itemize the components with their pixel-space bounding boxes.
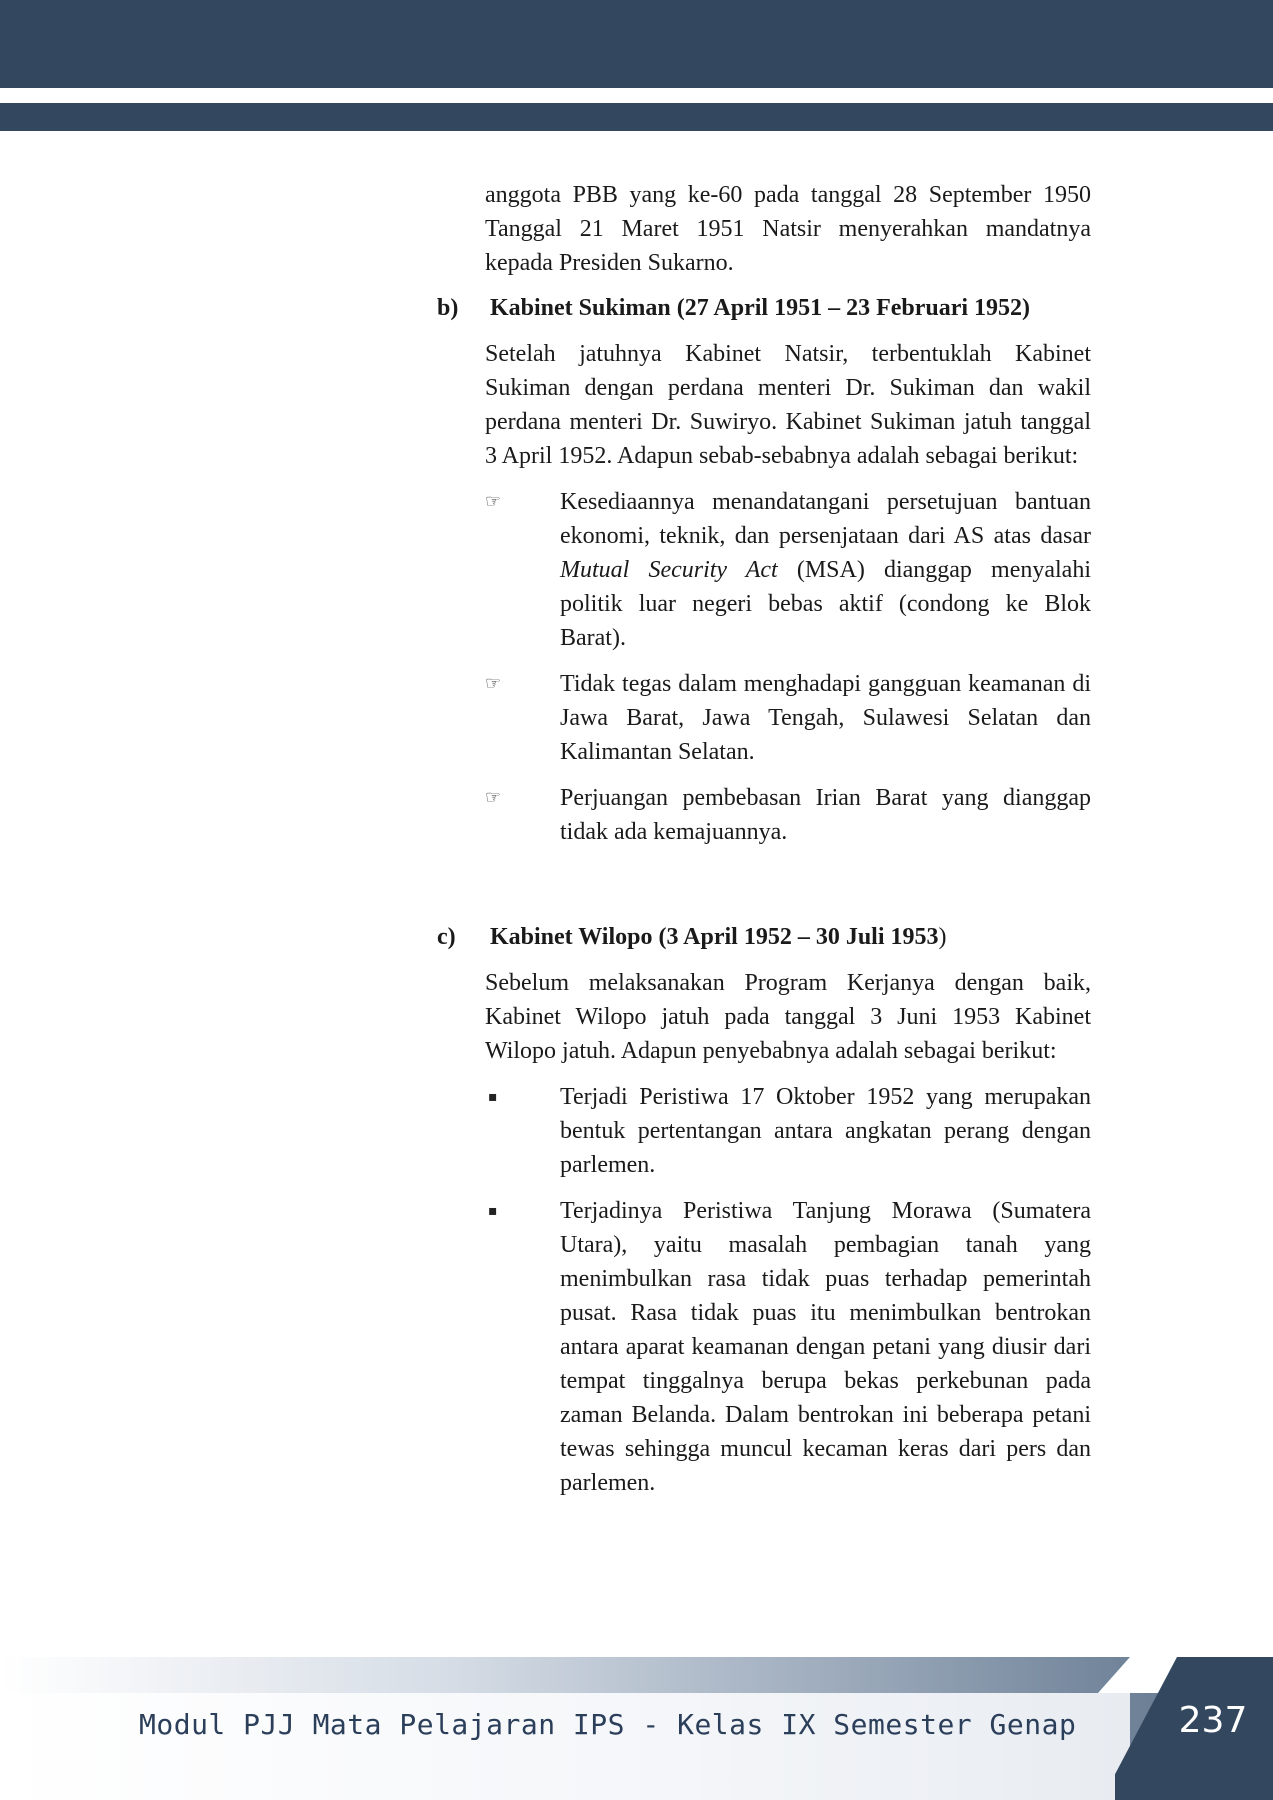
italic-term: Mutual Security Act: [560, 557, 778, 583]
section-c-letter: c): [437, 924, 456, 950]
list-item-text: Perjuangan pembebasan Irian Barat yang dianggap tidak ada kemajuannya.: [560, 785, 1091, 845]
section-c-list: [485, 1080, 1091, 1500]
intro-paragraph: anggota PBB yang ke-60 pada tanggal 28 September 1950 Tanggal 21 Maret 1951 Natsir menyerahkan mandatnya kepada Presiden Sukarno.: [485, 182, 1091, 276]
list-item: [485, 781, 1091, 849]
list-item-text: Tidak tegas dalam menghadapi gangguan keamanan di Jawa Barat, Jawa Tengah, Sulawesi Selatan dan Kalimantan Selatan.: [560, 671, 1091, 765]
pointing-hand-icon: ☞: [485, 673, 502, 694]
section-c-paragraph: Sebelum melaksanakan Program Kerjanya dengan baik, Kabinet Wilopo jatuh pada tanggal 3 Juni 1953 Kabinet Wilopo jatuh. Adapun penyebabnya adalah sebagai berikut:: [485, 970, 1091, 1064]
pointing-hand-icon: ☞: [485, 787, 502, 808]
header-stripe: [0, 103, 1273, 131]
list-item: [485, 1194, 1091, 1500]
list-item: [485, 485, 1091, 655]
list-item: [485, 1080, 1091, 1182]
section-b-list: [485, 485, 1091, 849]
list-item-text: Terjadinya Peristiwa Tanjung Morawa (Sumatera Utara), yaitu masalah pembagian tanah yang menimbulkan rasa tidak puas terhadap pemerintah pusat. Rasa tidak puas itu menimbulkan bentrokan antara aparat keamanan dengan petani yang diusir dari tempat tinggalnya berupa bekas perkebunan pada zaman Belanda. Dalam bentrokan ini beberapa petani tewas sehingga muncul kecaman keras dari pers dan parlemen.: [560, 1198, 1091, 1496]
list-item: [485, 667, 1091, 769]
section-c-heading: [437, 920, 1091, 954]
list-item-text: Terjadi Peristiwa 17 Oktober 1952 yang merupakan bentuk pertentangan antara angkatan perang dengan parlemen.: [560, 1084, 1091, 1178]
section-c-title: Kabinet Wilopo (3 April 1952 – 30 Juli 1953): [490, 924, 947, 950]
section-b-title: Kabinet Sukiman (27 April 1951 – 23 Februari 1952): [490, 295, 1031, 321]
page-content: [437, 178, 1091, 1512]
square-bullet-icon: ▪: [488, 1203, 498, 1219]
page-number: 237: [1178, 1700, 1248, 1741]
pointing-hand-icon: ☞: [485, 491, 502, 512]
header-bar: [0, 0, 1273, 88]
section-b-heading: [437, 291, 1091, 325]
footer-title: Modul PJJ Mata Pelajaran IPS - Kelas IX Semester Genap: [139, 1708, 1077, 1741]
section-b-letter: b): [437, 295, 459, 321]
section-b-paragraph: Setelah jatuhnya Kabinet Natsir, terbentuklah Kabinet Sukiman dengan perdana menteri Dr. Sukiman dan wakil perdana menteri Dr. Suwiryo. Kabinet Sukiman jatuh tanggal 3 April 1952. Adapun sebab-sebabnya adalah sebagai berikut:: [485, 341, 1091, 469]
square-bullet-icon: ▪: [488, 1089, 498, 1105]
list-item-text: Kesediaannya menandatangani persetujuan bantuan ekonomi, teknik, dan persenjataan dari AS atas dasar Mutual Security Act (MSA) dianggap menyalahi politik luar negeri bebas aktif (condong ke Blok Barat).: [560, 489, 1091, 651]
